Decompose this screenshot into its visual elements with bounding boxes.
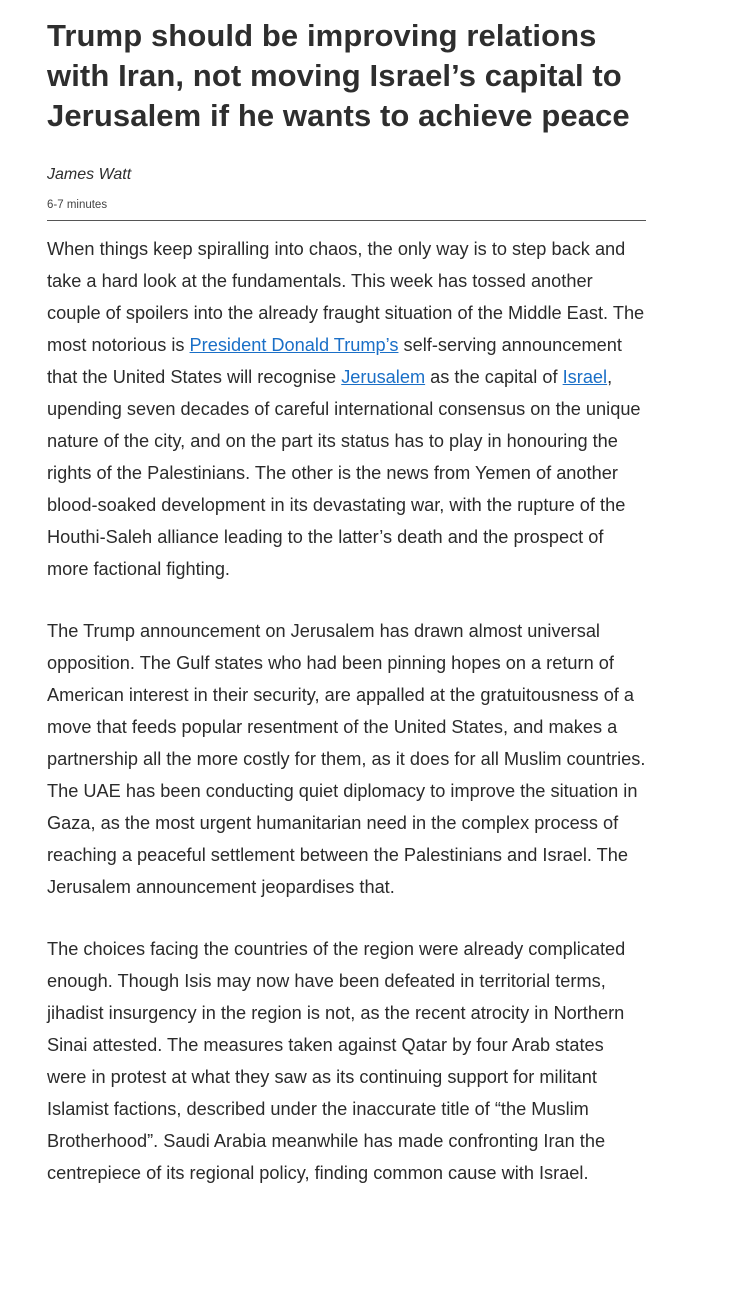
- paragraph-3: The choices facing the countries of the region were already complicated enough. Though Isis may now have been defeated in territorial terms, jihadist insurgency in the region is not, as the recent atrocity in Northern Sinai attested. The measures taken against Qatar by four Arab states were in protest at what they saw as its continuing support for militant Islamist factions, described under the inaccurate title of “the Muslim Brotherhood”. Saudi Arabia meanwhile has made confronting Iran the centrepiece of its regional policy, finding common cause with Israel.: [47, 939, 626, 1183]
- author-byline: James Watt: [47, 166, 132, 183]
- paragraph-1-text-d: , upending seven decades of careful international consensus on the unique nature of the city, and on the part its status has to play in honouring the rights of the Palestinians. The other is the news from Yemen of another blood-soaked development in its devastating war, with the rupture of the Houthi-Saleh alliance leading to the latter’s death and the prospect of more factional fighting.: [47, 367, 641, 579]
- header-divider: [47, 220, 646, 221]
- paragraph-1-text-b: self-serving announcement that the United States will recognise: [47, 335, 622, 387]
- reading-time: 6-7 minutes: [47, 199, 108, 211]
- link-president-donald-trump[interactable]: President Donald Trump’s: [189, 335, 399, 355]
- paragraph-1-text-a: When things keep spiralling into chaos, the only way is to step back and take a hard look at the fundamentals. This week has tossed another couple of spoilers into the already fraught situation of the Middle East. The most notorious is: [47, 239, 645, 355]
- link-jerusalem[interactable]: Jerusalem: [341, 367, 426, 387]
- paragraph-1: [47, 233, 647, 585]
- paragraph-1-text-c: as the capital of: [425, 367, 563, 387]
- article: [47, 0, 647, 1189]
- link-israel[interactable]: Israel: [562, 367, 608, 387]
- paragraph-2: The Trump announcement on Jerusalem has drawn almost universal opposition. The Gulf states who had been pinning hopes on a return of American interest in their security, are appalled at the gratuitousness of a move that feeds popular resentment of the United States, and makes a partnership all the more costly for them, as it does for all Muslim countries. The UAE has been conducting quiet diplomacy to improve the situation in Gaza, as the most urgent humanitarian need in the complex process of reaching a peaceful settlement between the Palestinians and Israel. The Jerusalem announcement jeopardises that.: [47, 621, 646, 897]
- article-title: Trump should be improving relations with Iran, not moving Israel’s capital to Jerusalem if he wants to achieve peace: [47, 18, 630, 133]
